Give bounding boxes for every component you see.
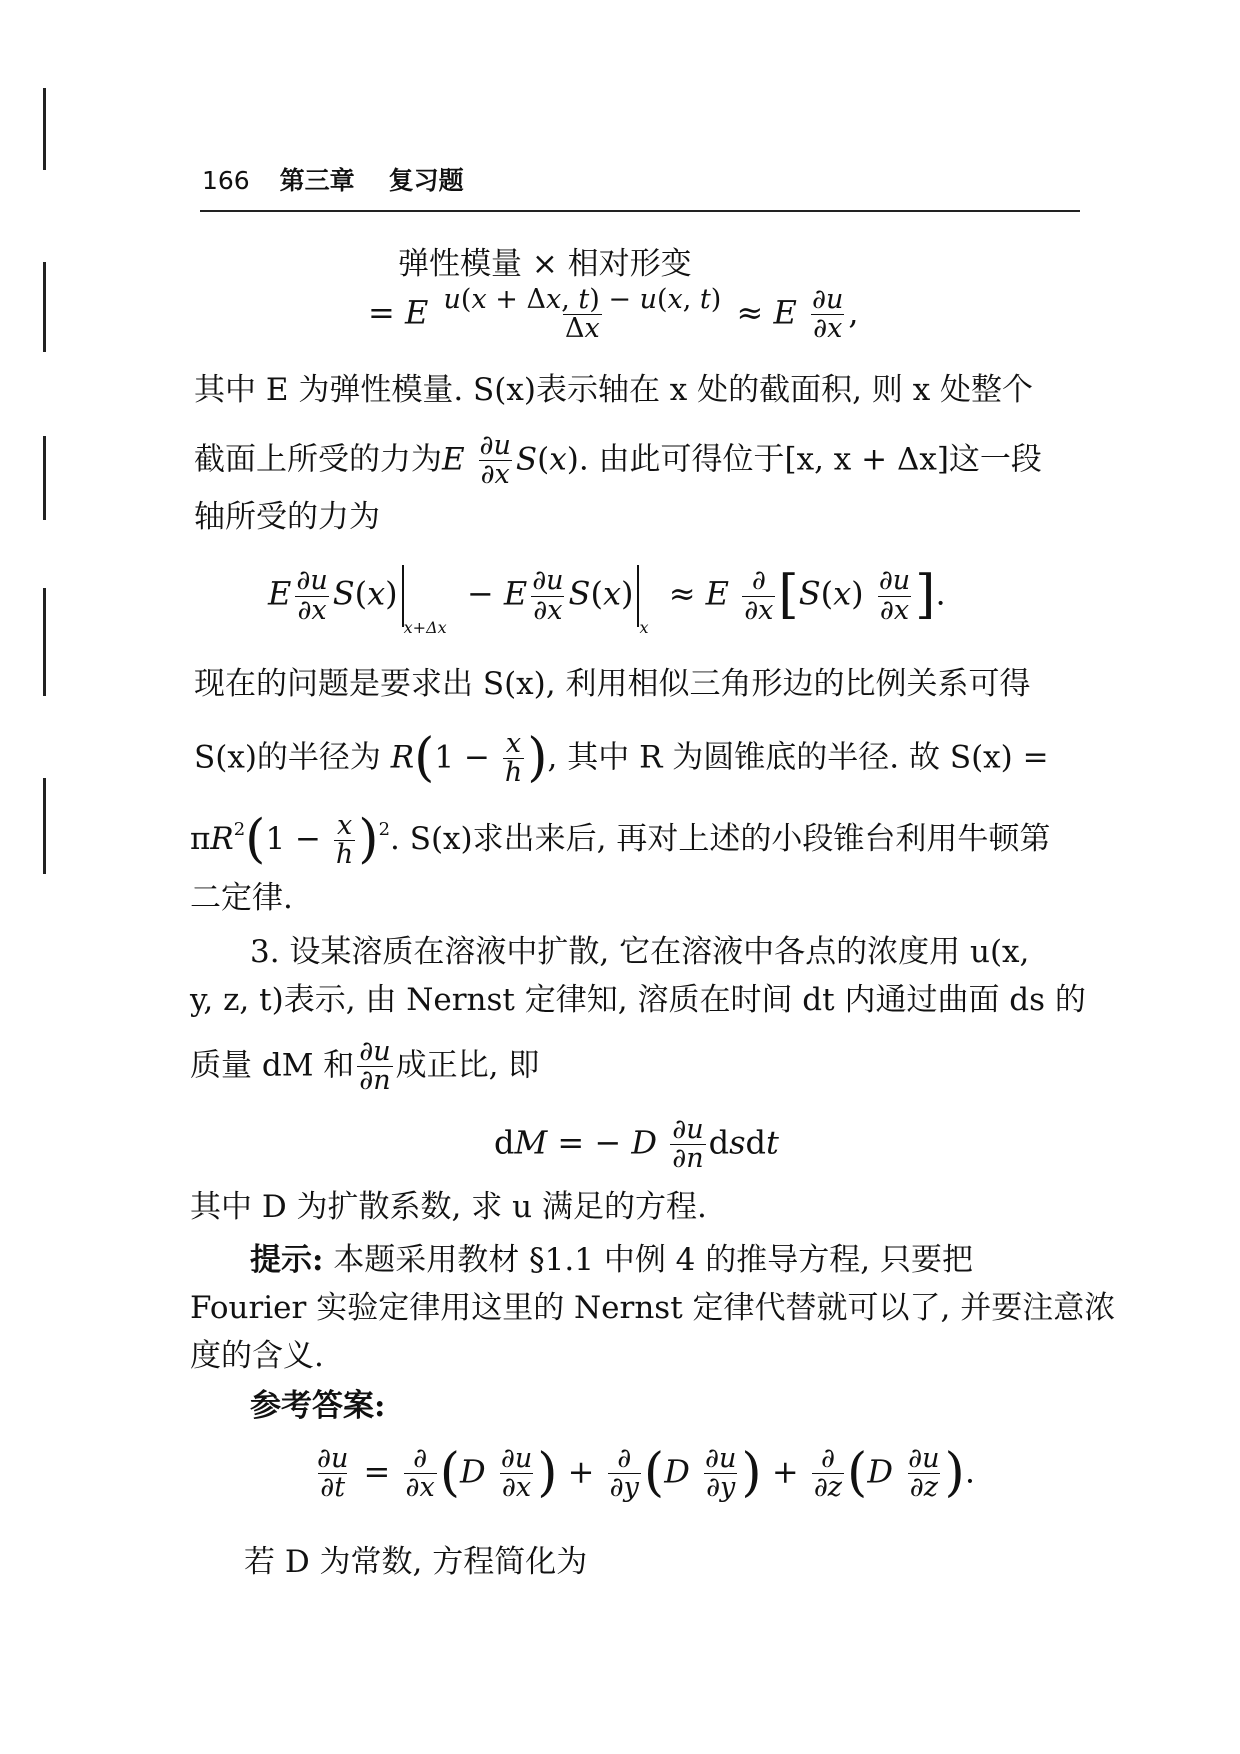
- stress-text: 弹性模量 × 相对形变: [398, 246, 692, 282]
- hint-line3: 度的含义.: [190, 1338, 324, 1374]
- para2-line1: 现在的问题是要求出 S(x), 利用相似三角形边的比例关系可得: [194, 666, 1031, 702]
- diffusion-equation: $\frac{\partial u}{\partial t}$ = $\frac{\partial}{\partial x}$ (D $\frac{\partial u}{\partial x}$ ) + $\frac{\partial}{\partial y}$ (D $\frac{\partial u}{\partial y}$ ) + $\frac{\partial}{\partial z}$ (D $\frac{\partial u}{\partial z}$ ).: [317, 1443, 975, 1504]
- answer-followup: 若 D 为常数, 方程简化为: [244, 1544, 588, 1580]
- header-rule: [200, 210, 1080, 212]
- page-header: [202, 165, 464, 197]
- margin-mark: [43, 262, 46, 352]
- page-number: 166: [202, 166, 250, 195]
- para1-line1: 其中 E 为弹性模量. S(x)表示轴在 x 处的截面积, 则 x 处整个: [194, 372, 1034, 408]
- hint-line1: 提示: 本题采用教材 §1.1 中例 4 的推导方程, 只要把: [250, 1242, 973, 1278]
- margin-mark: [43, 588, 46, 696]
- section-title: 复习题: [388, 166, 464, 195]
- chapter-title: 第三章: [279, 166, 355, 195]
- para2-line2: S(x)的半径为 R(1 − $\frac{x}{h}$ ), 其中 R 为圆锥底的半径. 故 S(x) =: [194, 728, 1049, 789]
- flux-formula: dM = − D $\frac{\partial u}{\partial n}$ dsdt: [494, 1114, 779, 1175]
- margin-mark: [43, 778, 46, 874]
- margin-mark: [43, 436, 46, 520]
- para2-line3: $\pi R^2(1$ − $\frac{x}{h}$ )$^2$. S(x)求出来后, 再对上述的小段锥台利用牛顿第: [190, 809, 1051, 870]
- para2-line4: 二定律.: [190, 880, 293, 916]
- para1-line3: 轴所受的力为: [194, 499, 380, 535]
- problem3-line1: 3. 设某溶质在溶液中扩散, 它在溶液中各点的浓度用 u(x,: [250, 934, 1030, 970]
- stress-formula: = E $\frac{u(x + \Delta x, t) - u(x, t)}{\Delta x}$ ≈ E $\frac{\partial u}{\partial x}$ ,: [368, 284, 859, 345]
- problem3-line4: 其中 D 为扩散系数, 求 u 满足的方程.: [190, 1189, 707, 1225]
- problem3-line2: y, z, t)表示, 由 Nernst 定律知, 溶质在时间 dt 内通过曲面 ds 的: [190, 982, 1086, 1018]
- answer-label: 参考答案:: [250, 1388, 386, 1424]
- hint-label: 提示:: [250, 1242, 324, 1278]
- force-formula: E $\frac{\partial u}{\partial x}$ S(x)x+Δx − E $\frac{\partial u}{\partial x}$ S(x)x ≈ E $\frac{\partial}{\partial x}$ [S(x) $\frac{\partial u}{\partial x}$ ].: [268, 565, 946, 637]
- problem3-line3: 质量 dM 和 $\frac{\partial u}{\partial n}$ 成正比, 即: [190, 1036, 540, 1097]
- para1-line2: 截面上所受的力为E $\frac{\partial u}{\partial x}$ S(x). 由此可得位于[x, x + Δx]这一段: [194, 430, 1042, 491]
- margin-mark: [43, 88, 46, 170]
- hint-line2: Fourier 实验定律用这里的 Nernst 定律代替就可以了, 并要注意浓: [190, 1290, 1116, 1326]
